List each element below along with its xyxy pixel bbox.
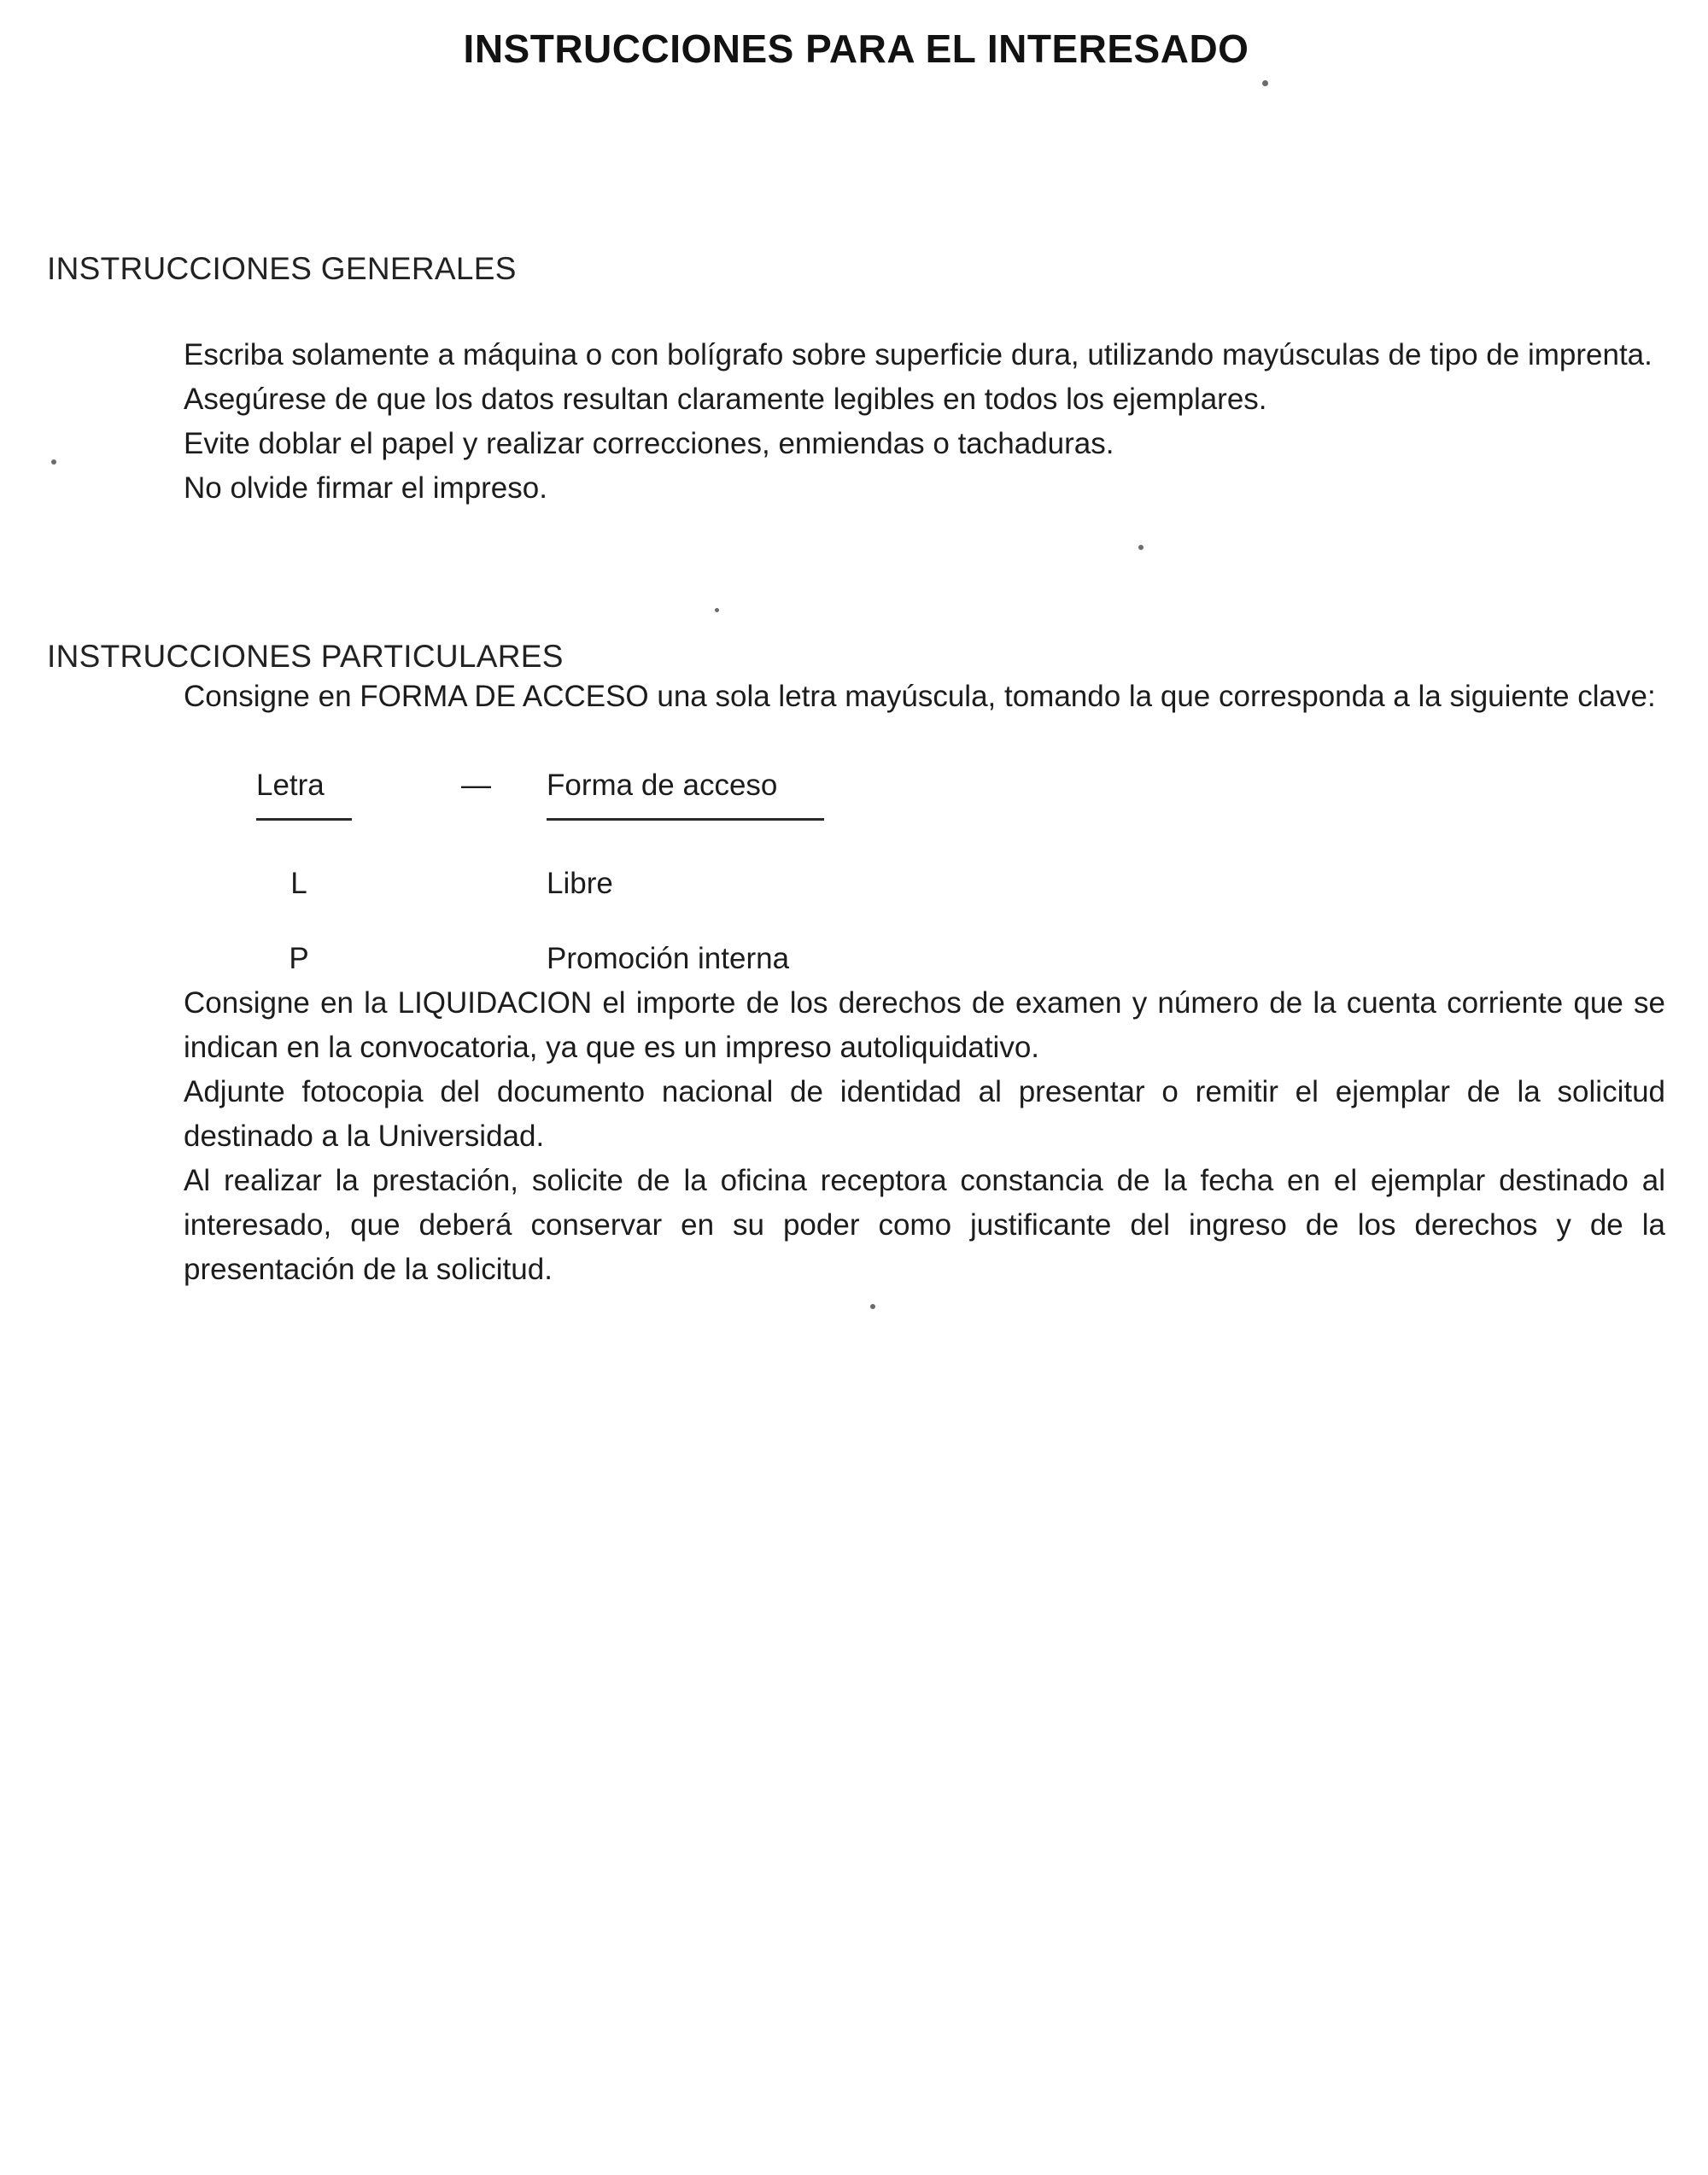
table-header-letra: Letra [256,763,352,821]
table-row [256,937,1665,981]
table-header-forma-de-acceso: Forma de acceso [547,763,824,821]
table-cell-letter-l: L [290,867,307,900]
table-cell-access-promocion-interna: Promoción interna [547,942,790,975]
table-header-separator-cell [342,763,547,808]
fotocopia-dni-paragraph: Adjunte fotocopia del documento nacional de identidad al presentar o remitir el ejemplar de la solicitud destinado a la Universidad. [184,1075,1665,1153]
table-cell-letter-p: P [289,942,309,975]
scan-artifact-dot [870,1304,875,1309]
scan-artifact-dot [1138,545,1144,550]
header-dash-separator: — [461,769,491,802]
table-header-letter-cell [256,763,342,821]
forma-de-acceso-intro-paragraph: Consigne en FORMA DE ACCESO una sola letra mayúscula, tomando la que corresponda a la siguiente clave: [184,680,1656,713]
general-instruction-line-2: Asegúrese de que los datos resultan claramente legibles en todos los ejemplares. [184,383,1267,416]
scan-artifact-dot [1262,80,1268,86]
general-instructions-block [184,333,1665,511]
liquidacion-paragraph: Consigne en la LIQUIDACION el importe de los derechos de examen y número de la cuenta corriente que se indican en la convocatoria, ya que es un impreso autoliquidativo. [184,986,1665,1064]
page-title: INSTRUCCIONES PARA EL INTERESADO [463,26,1249,71]
section-heading-instrucciones-particulares: INSTRUCCIONES PARTICULARES [47,639,564,674]
table-header-access-cell [547,763,824,821]
general-instruction-line-4: No olvide firmar el impreso. [184,471,547,505]
table-row [256,862,1665,906]
section-heading-instrucciones-generales: INSTRUCCIONES GENERALES [47,251,517,286]
particular-instructions-block [184,675,1665,1292]
general-instruction-line-1: Escriba solamente a máquina o con bolígrafo sobre superficie dura, utilizando mayúsculas de tipo de imprenta. [184,338,1652,371]
general-instruction-line-3: Evite doblar el papel y realizar correcciones, enmiendas o tachaduras. [184,427,1114,460]
forma-de-acceso-table [256,763,1665,981]
table-cell-access-libre: Libre [547,867,613,900]
scan-artifact-dot [715,608,719,612]
scan-artifact-dot [51,459,56,465]
table-header-row [256,763,1665,821]
constancia-fecha-paragraph: Al realizar la prestación, solicite de la oficina receptora constancia de la fecha en el ejemplar destinado al interesado, que deberá conservar en su poder como justificante del ingreso de los derechos y de la presentación de la solicitud. [184,1164,1665,1286]
